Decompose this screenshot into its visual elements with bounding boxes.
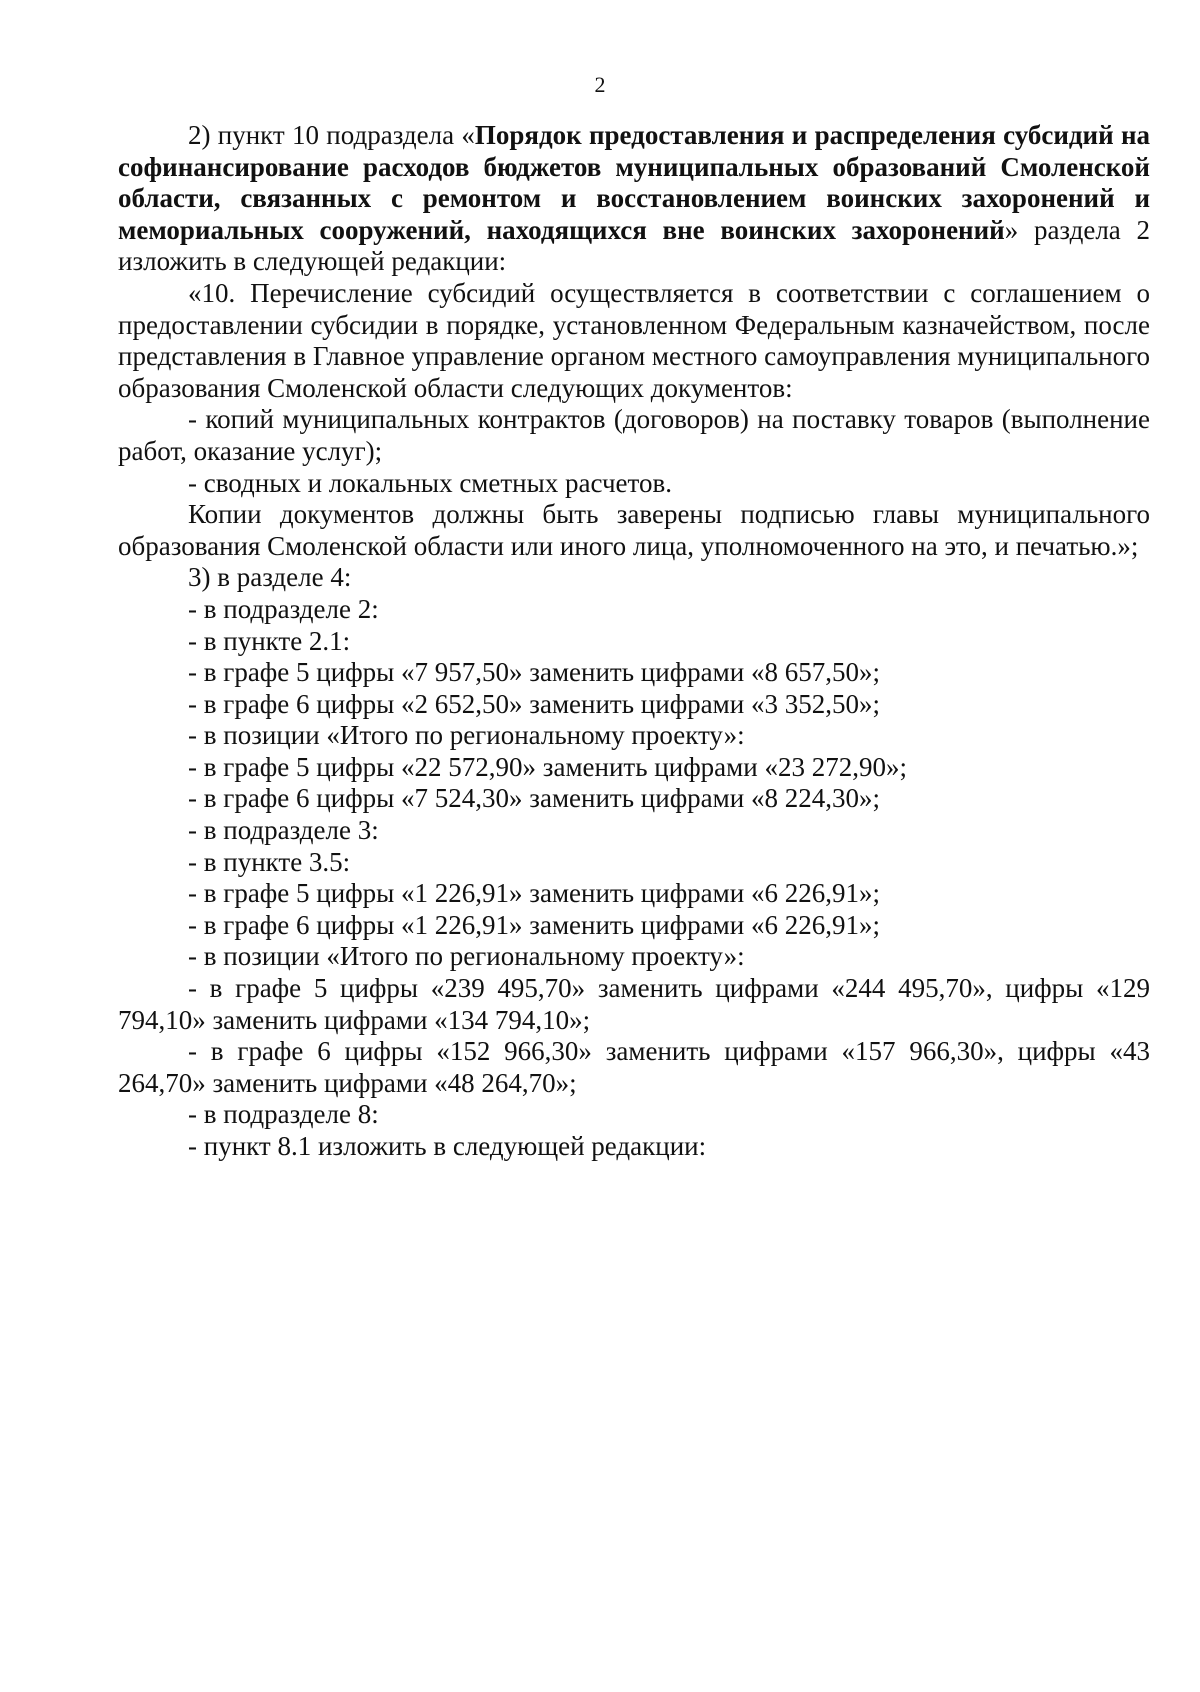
document-body [118,120,1150,1163]
amendment-line: - в графе 6 цифры «2 652,50» заменить цифрами «3 352,50»; [188,688,880,719]
amendment-line: - в графе 6 цифры «7 524,30» заменить цифрами «8 224,30»; [188,783,880,814]
intro-prefix: 2) пункт 10 подраздела « [188,120,475,150]
amendment-paragraph-column-5: - в графе 5 цифры «239 495,70» заменить цифрами «244 495,70», цифры «129 794,10» заменить цифрами «134 794,10»; [118,973,1150,1035]
amendment-paragraph-column-6: - в графе 6 цифры «152 966,30» заменить цифрами «157 966,30», цифры «43 264,70» заменить цифрами «48 264,70»; [118,1036,1150,1098]
amendment-line: - в пункте 3.5: [188,846,351,877]
amendment-line: - пункт 8.1 изложить в следующей редакции: [188,1131,707,1161]
amendment-line: - в позиции «Итого по региональному проекту»: [188,941,745,972]
amendment-line: - в графе 5 цифры «7 957,50» заменить цифрами «8 657,50»; [188,657,880,688]
amendment-line: 3) в разделе 4: [188,562,352,593]
amendment-line: - в графе 6 цифры «1 226,91» заменить цифрами «6 226,91»; [188,909,880,940]
amendment-line: - в подразделе 8: [188,1099,379,1130]
page-number: 2 [594,72,606,97]
documents-list-item: - копий муниципальных контрактов (договоров) на поставку товаров (выполнение работ, оказание услуг); [118,404,1150,466]
amendment-line: - в подразделе 3: [188,815,379,846]
documents-list-item: - сводных и локальных сметных расчетов. [188,467,672,498]
subsection-title: Порядок предоставления и распределения субсидий на софинансирование расходов бюджетов муниципальных образований Смоленской области, связанных с ремонтом и восстановлением воинских захоронений и мемориальных сооружений, находящихся вне воинских захоронений [118,120,1151,245]
copies-paragraph: Копии документов должны быть заверены подписью главы муниципального образования Смоленской области или иного лица, уполномоченного на это, и печатью.»; [118,499,1150,561]
intro-paragraph [118,120,1150,278]
amendment-line: - в графе 5 цифры «1 226,91» заменить цифрами «6 226,91»; [188,878,880,909]
amendment-line: - в пункте 2.1: [188,625,351,656]
amendment-line: - в подразделе 2: [188,593,379,624]
point-10-paragraph: «10. Перечисление субсидий осуществляется в соответствии с соглашением о предоставлении субсидии в порядке, установленном Федеральным казначейством, после представления в Главное управление органом местного самоуправления муниципального образования Смоленской области следующих документов: [118,277,1150,403]
amendment-line: - в позиции «Итого по региональному проекту»: [188,720,745,751]
intro-suffix: » раздела 2 изложить в следующей редакции: [118,214,1151,277]
amendment-line: - в графе 5 цифры «22 572,90» заменить цифрами «23 272,90»; [188,751,907,782]
